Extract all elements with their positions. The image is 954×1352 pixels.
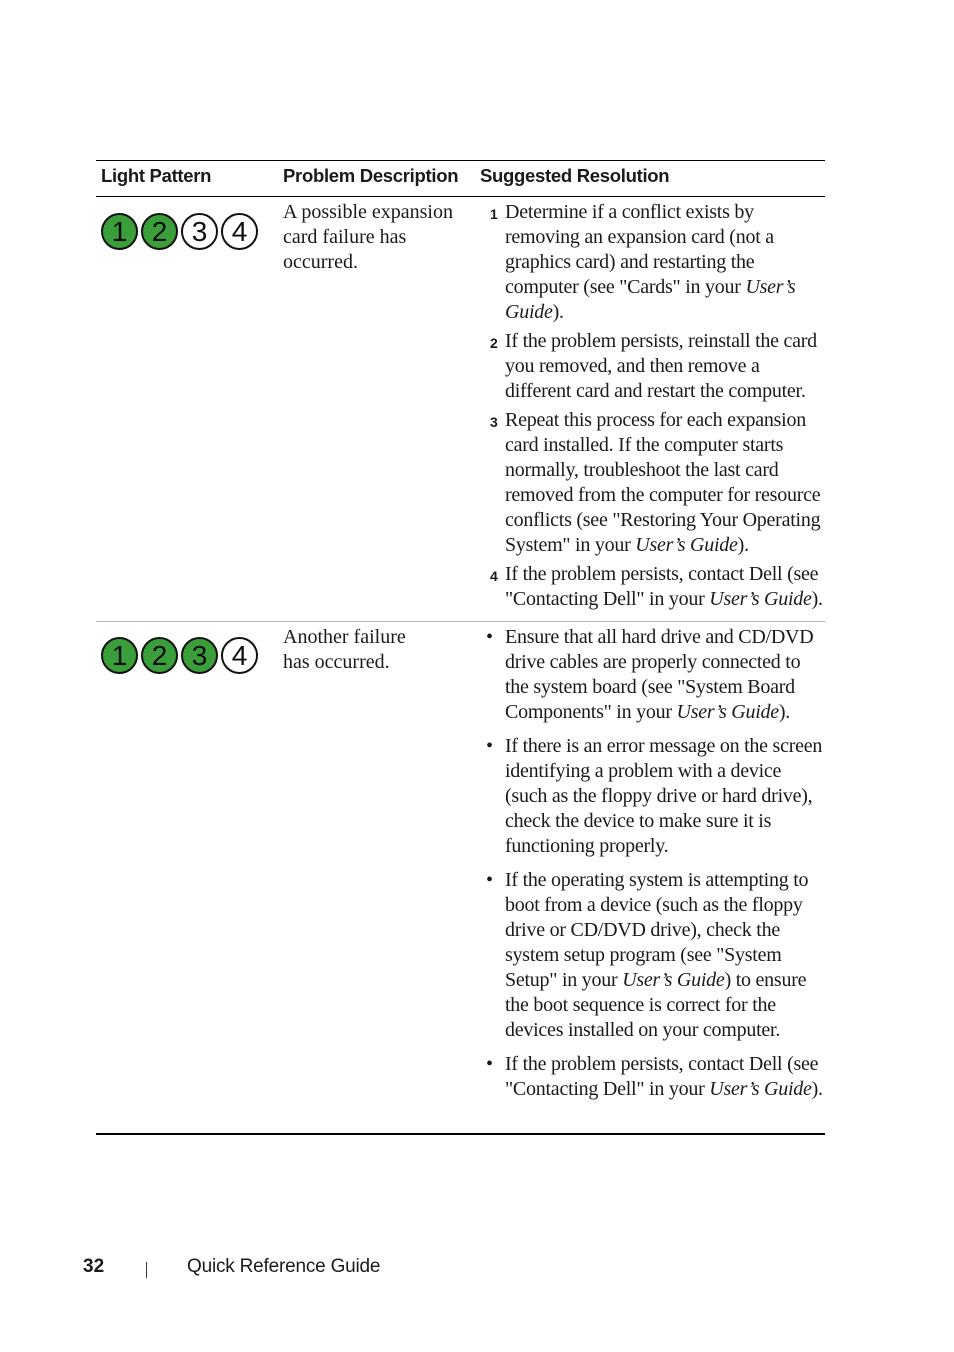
step-text-tail: ). xyxy=(552,301,564,323)
bullet-text-tail: ). xyxy=(778,701,791,723)
step-text: Repeat this process for each expansion card installed. If the computer starts normally, troubleshoot the last card removed from the computer for resource conflicts (see "Restoring Your Operating System" in your xyxy=(505,409,821,556)
table-bottom-rule xyxy=(96,1133,825,1135)
header-suggested-resolution: Suggested Resolution xyxy=(480,165,670,186)
user-guide-reference: User’s Guide xyxy=(635,534,738,556)
diagnostic-light-4: 4 xyxy=(221,637,258,674)
diagnostic-light-2: 2 xyxy=(141,637,178,674)
bullet-marker: • xyxy=(486,1053,493,1075)
user-guide-reference: User’s Guide xyxy=(676,701,779,723)
user-guide-reference: User’s Guide xyxy=(709,1078,812,1100)
user-guide-reference: User’s Guide xyxy=(622,969,725,991)
page-number: 32 xyxy=(83,1256,105,1277)
problem-description-row-2: Another failure has occurred. xyxy=(283,626,406,673)
diagnostic-light-1: 1 xyxy=(101,213,138,250)
resolution-bullet xyxy=(480,734,825,859)
bullet-marker: • xyxy=(486,626,493,648)
row-separator xyxy=(96,621,825,622)
resolution-bullet xyxy=(480,625,825,725)
diagnostic-light-1: 1 xyxy=(101,637,138,674)
header-light-pattern: Light Pattern xyxy=(101,165,212,186)
step-number: 1 xyxy=(490,206,498,222)
step-number: 3 xyxy=(490,414,498,430)
step-text: Determine if a conflict exists by removing an expansion card (not a graphics card) and restarting the computer (see "Cards" in your xyxy=(505,201,774,298)
table-header xyxy=(96,161,825,196)
bullet-text: If the problem persists, contact Dell (see "Contacting Dell" in your xyxy=(505,1053,819,1100)
footer-title: Quick Reference Guide xyxy=(187,1256,381,1277)
resolution-step xyxy=(480,329,825,404)
footer-divider xyxy=(146,1262,147,1278)
diagnostic-light-2: 2 xyxy=(141,213,178,250)
bullet-text: If the operating system is attempting to boot from a device (such as the floppy drive or CD/DVD drive), check the system setup program (see "System Setup" in your xyxy=(505,869,809,991)
step-number: 4 xyxy=(490,568,498,584)
resolution-list-row-1 xyxy=(480,200,825,612)
bullet-text: Ensure that all hard drive and CD/DVD drive cables are properly connected to the system board (see "System Board Components" in your xyxy=(505,626,814,723)
user-guide-reference: User’s Guide xyxy=(505,276,796,323)
step-text: If the problem persists, contact Dell (see "Contacting Dell" in your xyxy=(505,563,819,610)
bullet-text-tail: ) to ensure the boot sequence is correct for the devices installed on your computer. xyxy=(505,969,807,1041)
step-text-tail: ). xyxy=(811,588,823,610)
resolution-list-row-2 xyxy=(480,625,825,1102)
step-text-tail: ). xyxy=(737,534,749,556)
step-number: 2 xyxy=(490,335,498,351)
bullet-marker: • xyxy=(486,735,493,757)
resolution-bullet xyxy=(480,1052,825,1102)
user-guide-reference: User’s Guide xyxy=(709,588,812,610)
diagnostic-light-4: 4 xyxy=(221,213,258,250)
resolution-bullet xyxy=(480,868,825,1043)
bullet-text-tail: ). xyxy=(811,1078,823,1100)
resolution-step xyxy=(480,408,825,558)
resolution-step xyxy=(480,562,825,612)
bullet-text: If there is an error message on the screen identifying a problem with a device (such as the floppy drive or hard drive), check the device to make sure it is functioning properly. xyxy=(505,735,823,857)
table-header-rule xyxy=(96,196,825,197)
diagnostic-light-3: 3 xyxy=(181,213,218,250)
diagnostic-light-3: 3 xyxy=(181,637,218,674)
header-problem-description: Problem Description xyxy=(283,165,459,186)
bullet-marker: • xyxy=(486,869,493,891)
resolution-step xyxy=(480,200,825,325)
problem-description-row-1: A possible expansion card failure has occurred. xyxy=(283,201,453,273)
step-text: If the problem persists, reinstall the card you removed, and then remove a different card and restart the computer. xyxy=(505,330,817,402)
